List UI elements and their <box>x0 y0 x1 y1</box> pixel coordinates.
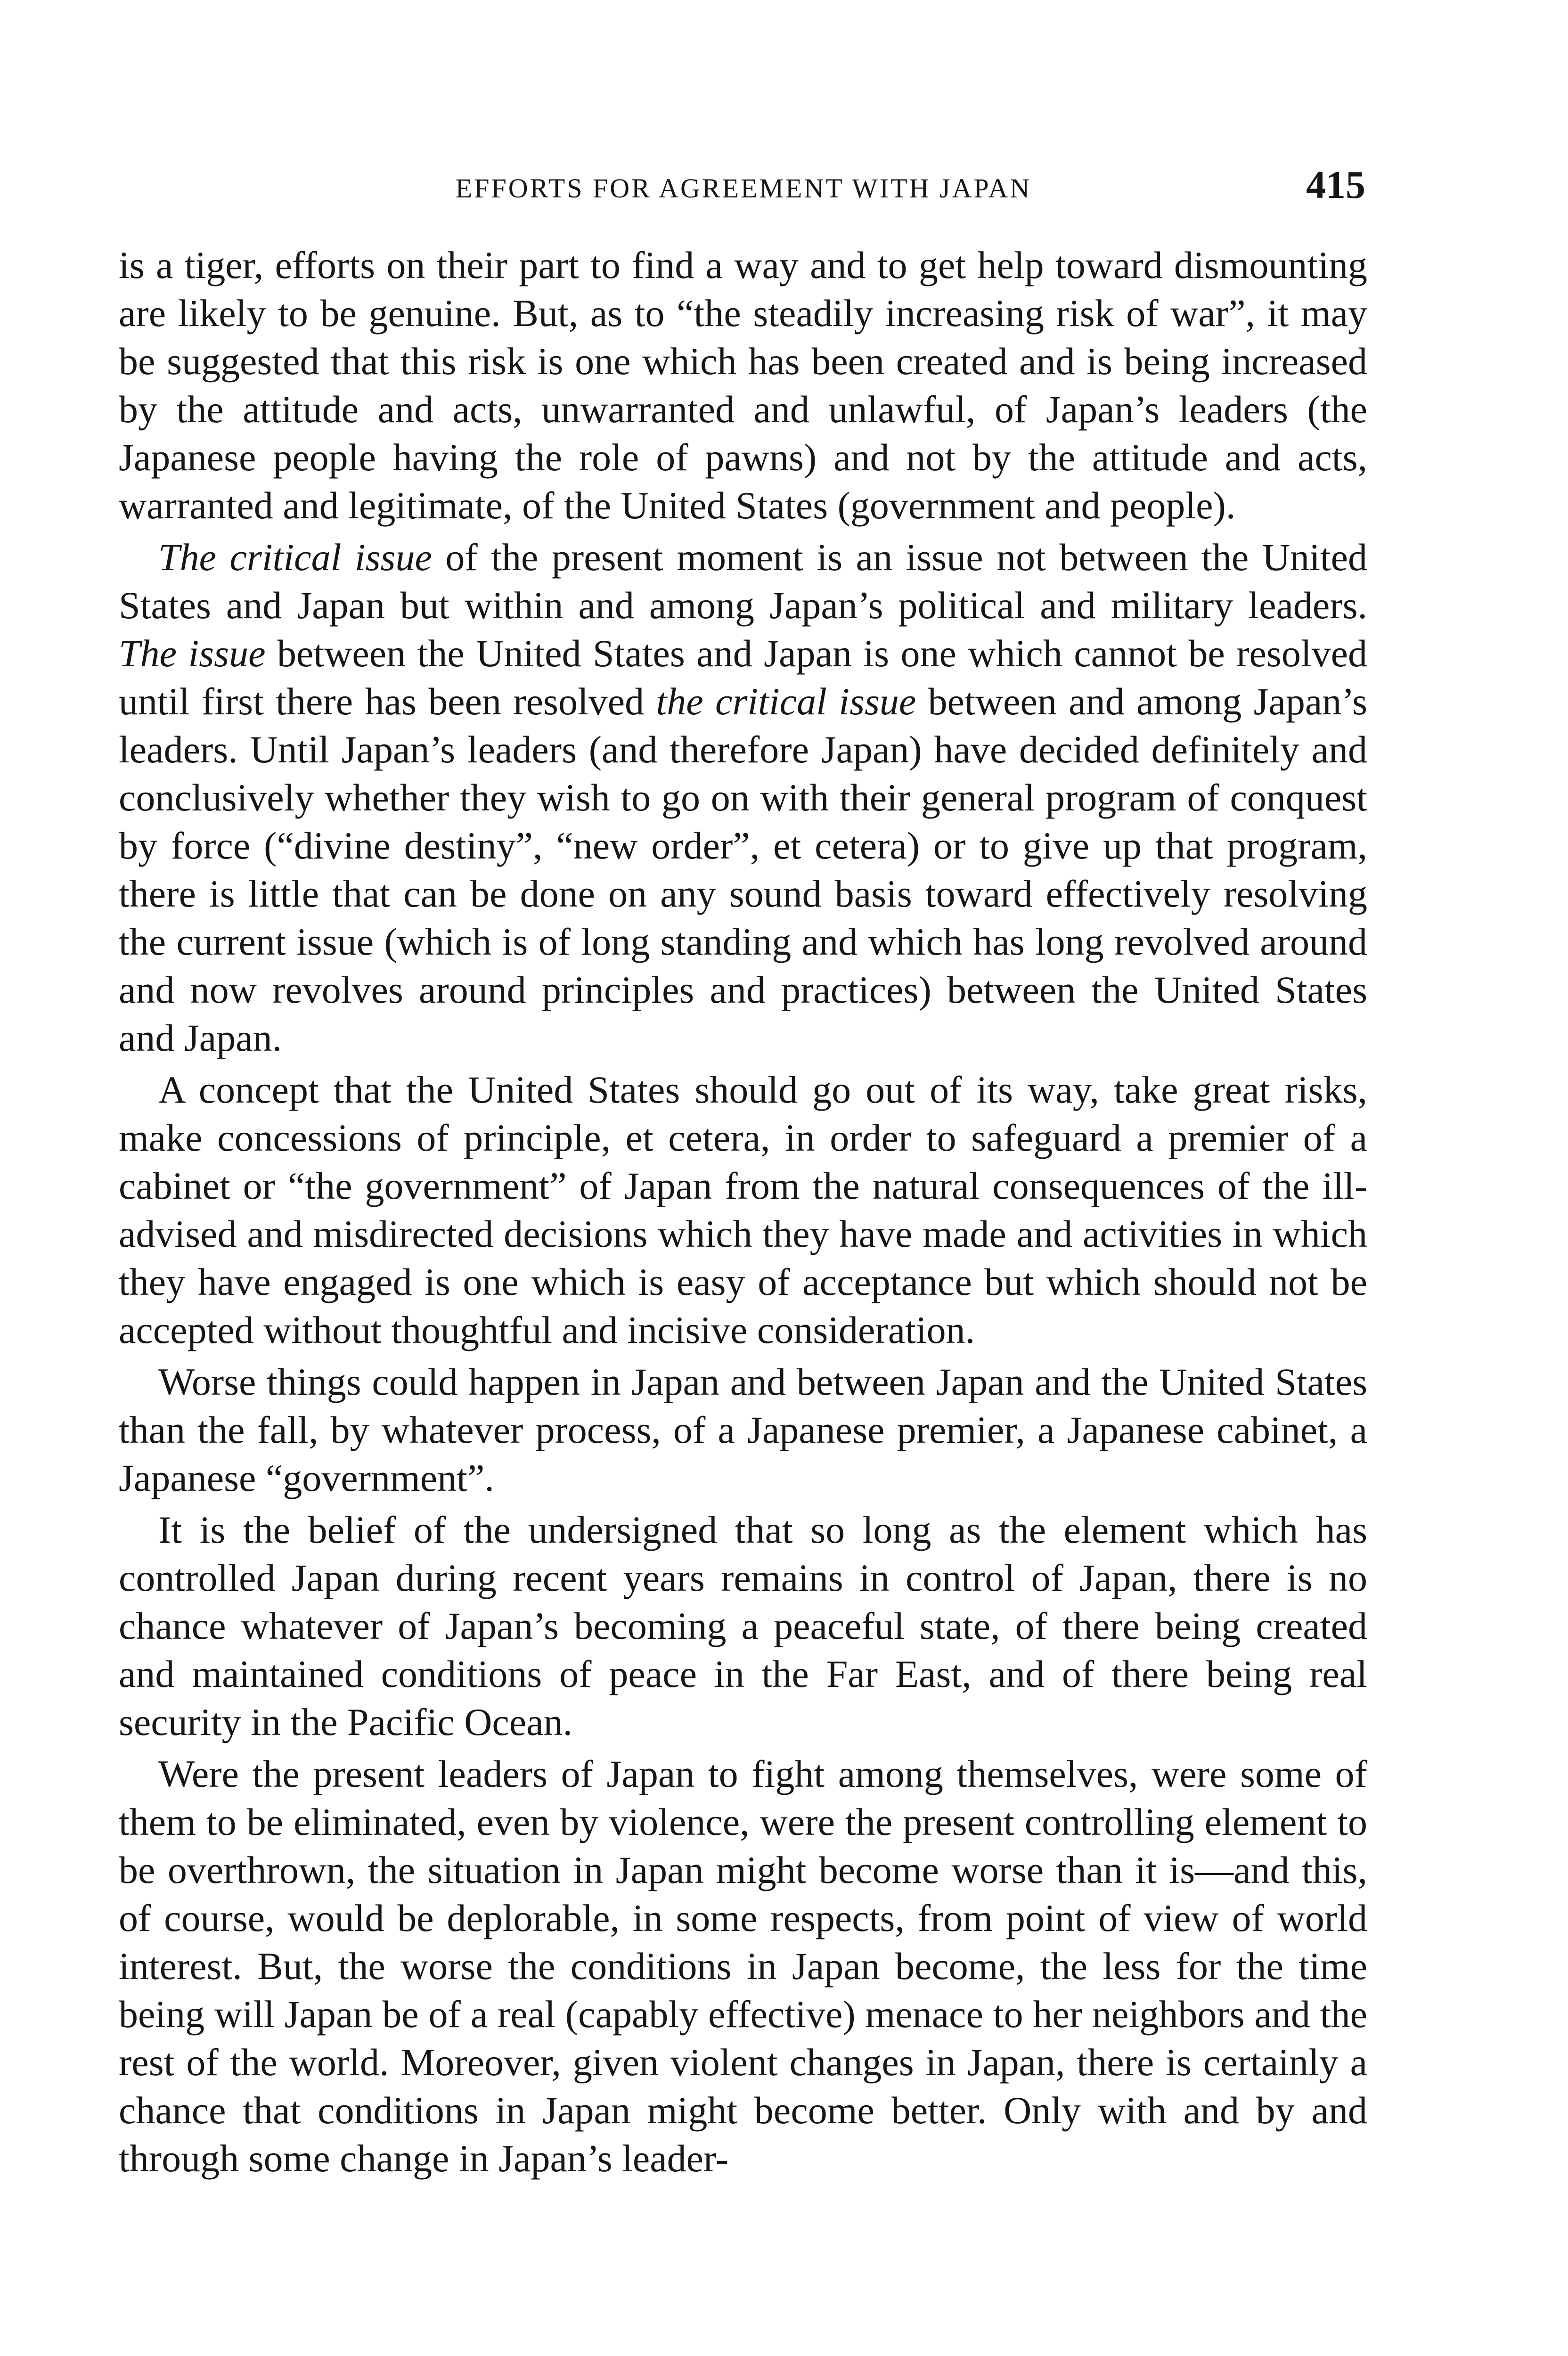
text-run: It is the belief of the undersigned that so long as the element which has controlled Japan during recent years remains in control of Japan, there is no chance whatever of Japan’s becoming a peaceful state, of there being created and maintained conditions of peace in the Far East, and of there being real security in the Pacific Ocean. <box>119 1508 1367 1743</box>
text-run: between the United States and Japan is one which cannot be resolved until first there has been resolved <box>119 632 1367 723</box>
italic-phrase: the critical issue <box>656 680 916 723</box>
body-text <box>119 241 1367 2183</box>
paragraph <box>119 1358 1367 1502</box>
text-run: Worse things could happen in Japan and between Japan and the United States than the fall, by whatever process, of a Japanese premier, a Japanese cabinet, a Japanese “government”. <box>119 1360 1367 1499</box>
italic-phrase: The critical issue <box>158 536 432 579</box>
italic-phrase: The issue <box>119 632 266 675</box>
text-run: is a tiger, efforts on their part to find a way and to get help toward dismounting are likely to be genuine. But, as to “the steadily increasing risk of war”, it may be suggested that this risk is one which has been created and is being increased by the attitude and acts, unwarranted and unlawful, of Japan’s leaders (the Japanese people having the role of pawns) and not by the attitude and acts, warranted and legitimate, of the United States (government and people). <box>119 244 1367 527</box>
paragraph <box>119 1066 1367 1354</box>
paragraph <box>119 533 1367 1062</box>
text-run: Were the present leaders of Japan to fight among themselves, were some of them to be eliminated, even by violence, were the present controlling element to be overthrown, the situation in Japan might become worse than it is—and this, of course, would be deplorable, in some respects, from point of view of world interest. But, the worse the conditions in Japan become, the less for the time being will Japan be of a real (capably effective) menace to her neighbors and the rest of the world. Moreover, given violent changes in Japan, there is certainly a chance that conditions in Japan might become better. Only with and by and through some change in Japan’s leader- <box>119 1752 1367 2180</box>
text-run: between and among Japan’s leaders. Until Japan’s leaders (and therefore Japan) have decided definitely and conclusively whether they wish to go on with their general program of conquest by force (“divine destiny”, “new order”, et cetera) or to give up that program, there is little that can be done on any sound basis toward effectively resolving the current issue (which is of long standing and which has long revolved around and now revolves around principles and practices) between the United States and Japan. <box>119 680 1367 1059</box>
running-head <box>122 163 1365 220</box>
text-run: of the present moment is an issue not between the United States and Japan but within and among Japan’s political and military leaders. <box>119 536 1367 627</box>
text-run: A concept that the United States should go out of its way, take great risks, make concessions of principle, et cetera, in order to safeguard a premier of a cabinet or “the government” of Japan from the natural consequences of the ill-advised and misdirected decisions which they have made and activities in which they have engaged is one which is easy of acceptance but which should not be accepted without thoughtful and incisive consideration. <box>119 1068 1367 1351</box>
running-title: EFFORTS FOR AGREEMENT WITH JAPAN <box>455 173 1032 204</box>
paragraph <box>119 241 1367 530</box>
paragraph <box>119 1750 1367 2183</box>
paragraph <box>119 1506 1367 1746</box>
page-number: 415 <box>1306 163 1365 207</box>
